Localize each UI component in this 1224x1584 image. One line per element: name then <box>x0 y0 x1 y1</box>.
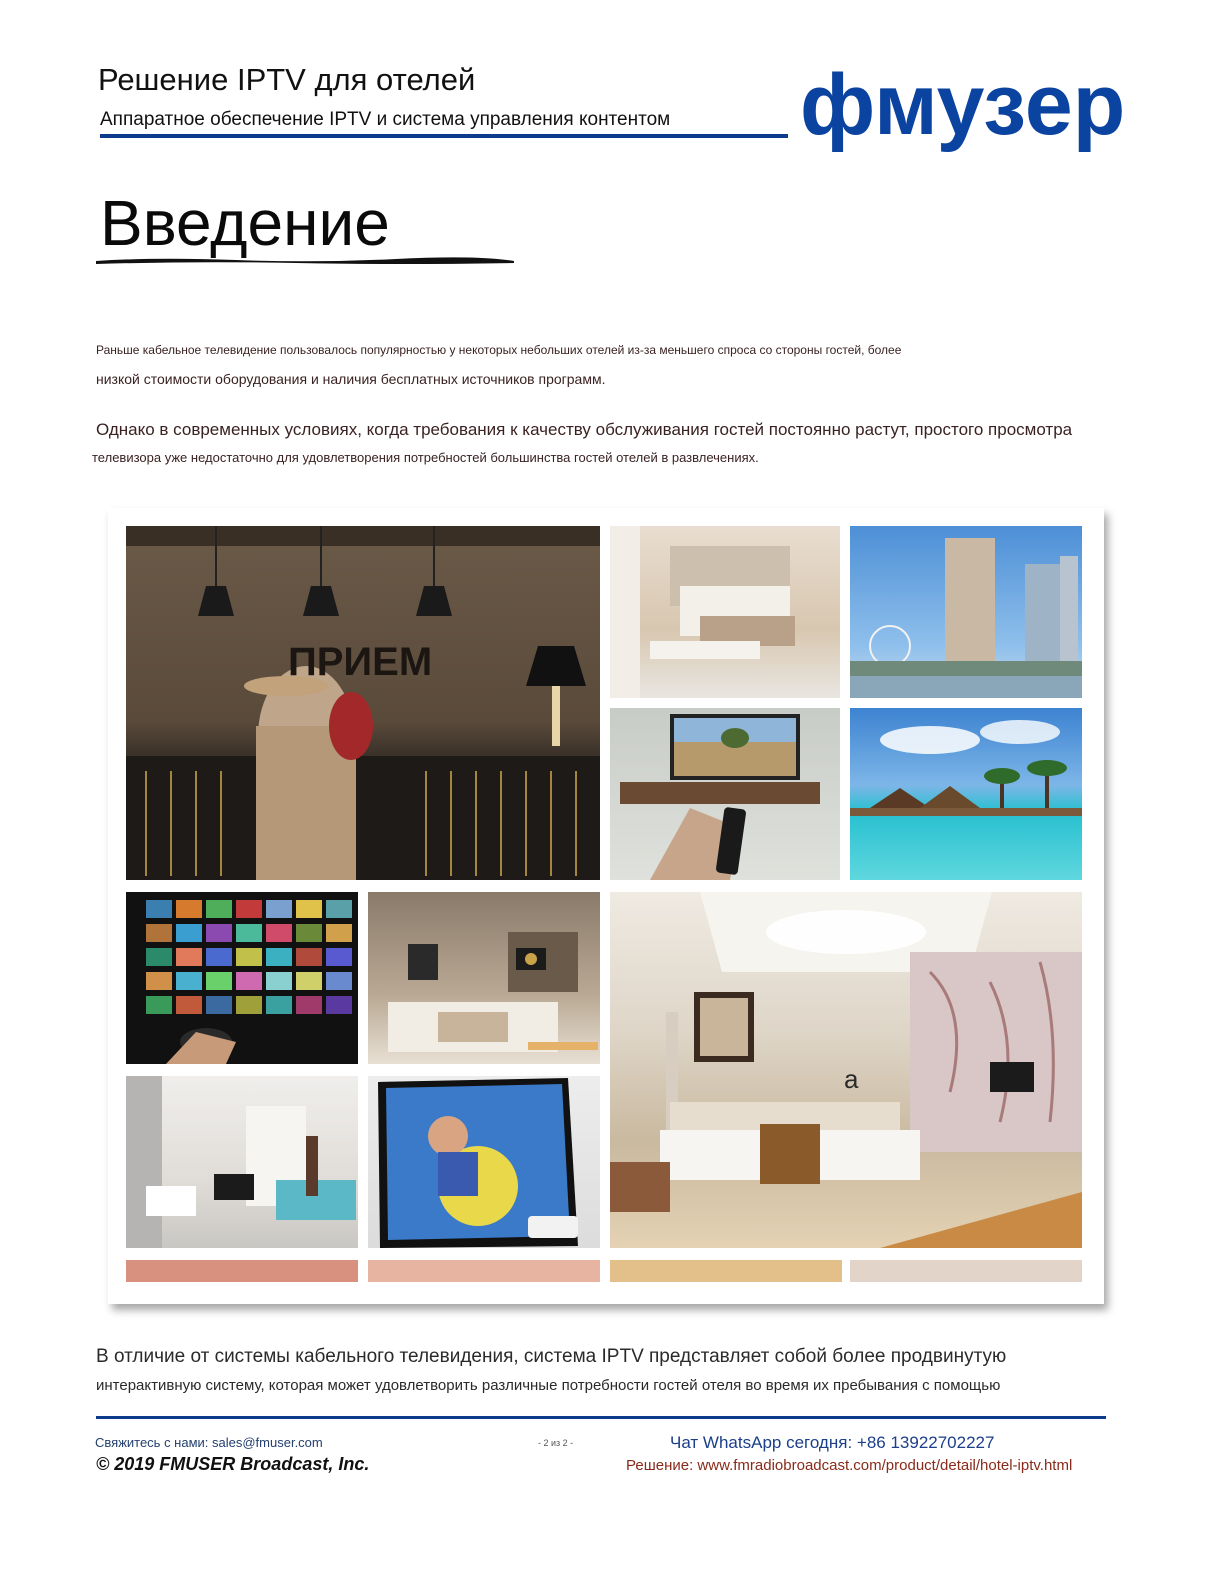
color-swatch-1 <box>126 1260 358 1282</box>
page-number: - 2 из 2 - <box>538 1438 574 1448</box>
bedroom-photo-large <box>610 892 1082 1248</box>
paragraph-1-line-1: Раньше кабельное телевидение пользовалось популярностью у некоторых небольших отелей из-за меньшего спроса со стороны гостей, более <box>96 343 902 357</box>
color-swatch-3 <box>610 1260 842 1282</box>
section-heading: Введение <box>100 187 390 259</box>
tv-screen-photo <box>368 1076 600 1248</box>
city-towers-photo <box>850 526 1082 698</box>
beach-resort-photo <box>850 708 1082 880</box>
copyright: © 2019 FMUSER Broadcast, Inc. <box>96 1454 370 1474</box>
header-divider <box>100 134 788 138</box>
whatsapp-contact[interactable]: Чат WhatsApp сегодня: +86 13922702227 <box>670 1433 995 1452</box>
solution-link[interactable]: Решение: www.fmradiobroadcast.com/product/detail/hotel-iptv.html <box>626 1457 1073 1474</box>
tv-channels-photo <box>126 892 358 1064</box>
document-subtitle: Аппаратное обеспечение IPTV и система управления контентом <box>100 109 671 130</box>
tv-remote-photo <box>610 708 840 880</box>
reception-sign: ПРИЕМ <box>288 640 433 684</box>
color-swatch-2 <box>368 1260 600 1282</box>
paragraph-2-line-1: Однако в современных условиях, когда требования к качеству обслуживания гостей постоянно растут, простого просмотра <box>96 420 1073 439</box>
bedroom-photo-1 <box>610 526 840 698</box>
living-room-photo <box>126 1076 358 1248</box>
paragraph-1-line-2: низкой стоимости оборудования и наличия бесплатных источников программ. <box>96 371 606 387</box>
footer-divider <box>96 1416 1106 1419</box>
document-title: Решение IPTV для отелей <box>98 62 476 97</box>
heading-brush-underline <box>96 256 514 265</box>
paragraph-2-line-2: телевизора уже недостаточно для удовлетворения потребностей большинства гостей отелей в развлечениях. <box>92 450 759 465</box>
reception-photo <box>126 526 600 880</box>
hotel-photo-collage <box>108 508 1104 1304</box>
bedroom-photo-2 <box>368 892 600 1064</box>
room-label: а <box>844 1064 859 1094</box>
brand-logo: фмузер <box>800 57 1126 153</box>
color-swatch-4 <box>850 1260 1082 1282</box>
contact-email[interactable]: Свяжитесь с нами: sales@fmuser.com <box>95 1435 323 1450</box>
paragraph-3-line-2: интерактивную систему, которая может удовлетворить различные потребности гостей отеля во время их пребывания с помощью <box>96 1377 1001 1394</box>
paragraph-3-line-1: В отличие от системы кабельного телевидения, система IPTV представляет собой более продвинутую <box>96 1346 1007 1367</box>
